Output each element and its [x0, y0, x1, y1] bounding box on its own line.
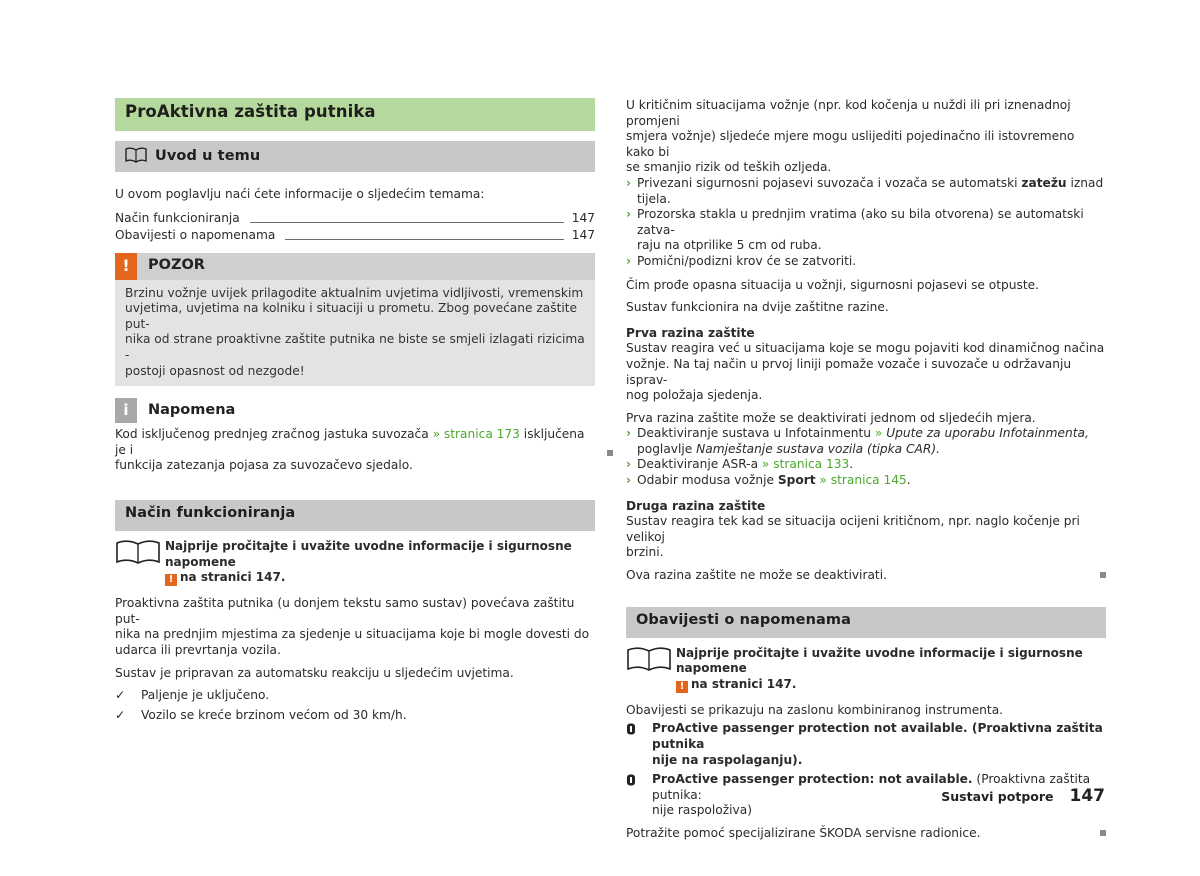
read-first-note [115, 539, 595, 586]
warning-line: Brzinu vožnje uvijek prilagodite aktualnim uvjetima vidljivosti, vremenskim [125, 285, 584, 300]
second-level-heading: Druga razina zaštite [626, 498, 766, 513]
note-text: Kod isključenog prednjeg zračnog jastuka suvozača » stranica 173 isključena je i funkcija zatezanja pojasa za suvozačevo sjedalo. [115, 427, 595, 474]
warning-line: nika od strane proaktivne zaštite putnika ne biste se smjeli izlagati rizicima - [125, 332, 585, 362]
open-book-icon [115, 539, 161, 586]
toc [115, 210, 595, 244]
check-item: ✓ Paljenje je uključeno. [115, 688, 270, 703]
bullet-item: › Prozorska stakla u prednjim vratima (ako su bila otvorena) se automatski zatva- raju na otprilike 5 cm od ruba. [626, 207, 1084, 253]
read-first-note [626, 646, 1106, 693]
nacin-paragraph-2: Sustav je pripravan za automatsku reakciju u sljedećim uvjetima. [115, 665, 514, 680]
note-label: Napomena [148, 401, 236, 418]
second-level-note: Ova razina zaštite ne može se deaktivirati. [626, 568, 1106, 584]
read-first-text: Najprije pročitajte i uvažite uvodne informacije i sigurnosne napomene [165, 538, 572, 569]
arrow-bullet-icon: › [626, 473, 632, 488]
second-level-text: Sustav reagira tek kad se situacija ocijeni kritičnom, npr. naglo kočenje pri velikoj brzini. [626, 514, 1080, 560]
bullet-item: › Privezani sigurnosni pojasevi suvozača i vozača se automatski zatežu iznad tijela. [626, 175, 1104, 206]
page-link[interactable]: » stranica 173 [432, 427, 520, 442]
warning-line: uvjetima, uvjetima na kolniku i situaciji u prometu. Zbog povećane zaštite put- [125, 301, 578, 331]
section-title: ProAktivna zaštita putnika [115, 98, 595, 131]
warning-small-icon: ! [165, 574, 177, 586]
end-marker-icon [1100, 830, 1106, 836]
indicator-item: ProActive passenger protection: not available. (Proaktivna zaštita putnika: nije raspoloživa) [626, 772, 1106, 819]
bullet-item: › Deaktiviranje sustava u Infotainmentu » Upute za uporabu Infotainmenta, poglavlje Namještanje sustava vozila (tipka CAR). [626, 426, 1089, 456]
open-book-icon [626, 646, 672, 693]
intro-heading [115, 141, 595, 172]
checkmark-icon: ✓ [115, 688, 126, 703]
warning-label: POZOR [148, 257, 205, 274]
first-level-text: Sustav reagira već u situacijama koje se mogu pojaviti kod dinamičnog načina vožnje. Na taj način u prvoj liniji pomaže vozače i suvozače u održavanju isprav- nog položaja sjedenja. [626, 341, 1105, 403]
obavijesti-heading: Obavijesti o napomenama [626, 607, 1106, 638]
warning-box [115, 253, 595, 387]
warning-line: postoji opasnost od nezgode! [125, 363, 305, 378]
deactivate-text: Prva razina zaštite može se deaktivirati jednom od sljedećih mjera. [626, 410, 1036, 425]
end-marker-icon [607, 450, 613, 456]
toc-item[interactable] [115, 227, 595, 244]
left-column [115, 98, 595, 727]
arrow-bullet-icon: › [626, 175, 632, 190]
arrow-bullet-icon: › [626, 207, 632, 222]
toc-leader [285, 239, 563, 240]
checkmark-icon: ✓ [115, 707, 126, 722]
read-first-link[interactable]: na stranici 147. [691, 676, 797, 691]
bullet-item: › Pomični/podizni krov će se zatvoriti. [626, 253, 857, 268]
page-link[interactable]: » stranica 133 [761, 457, 850, 472]
warning-icon: ! [115, 253, 137, 280]
arrow-bullet-icon: › [626, 426, 632, 441]
warning-small-icon: ! [676, 681, 688, 693]
page-footer [941, 786, 1105, 806]
bullet-item: › Deaktiviranje ASR-a » stranica 133. [626, 457, 854, 472]
info-icon: i [115, 398, 137, 423]
arrow-bullet-icon: › [626, 253, 632, 268]
final-note: Potražite pomoć specijalizirane ŠKODA servisne radionice. [626, 826, 1106, 842]
nacin-heading: Način funkcioniranja [115, 500, 595, 531]
read-first-link[interactable]: na stranici 147. [180, 570, 286, 585]
warning-header [115, 253, 595, 280]
warning-text [115, 280, 595, 387]
toc-leader [250, 222, 564, 223]
intro-text: U ovom poglavlju naći ćete informacije o sljedećim temama: [115, 187, 485, 201]
nacin-paragraph: Proaktivna zaštita putnika (u donjem tekstu samo sustav) povećava zaštitu put- nika na prednjim mjestima za sjedenje u situacijama koje bi mogle dovesti do udarca ili prevrtanja vozila. [115, 596, 590, 657]
arrow-bullet-icon: › [626, 457, 632, 472]
critical-paragraph: U kritičnim situacijama vožnje (npr. kod kočenja u nuždi ili pri iznenadnoj promjeni smjera vožnje) sljedeće mjere mogu uslijediti pojedinačno ili istovremeno kako bi se smanjio rizik od teških ozljeda. [626, 98, 1075, 175]
toc-label: Način funkcioniranja [115, 211, 240, 225]
footer-section: Sustavi potpore [941, 789, 1054, 804]
right-column [626, 98, 1106, 849]
indicator-icon [626, 772, 652, 819]
toc-item[interactable] [115, 210, 595, 227]
levels-text: Sustav funkcionira na dvije zaštitne razine. [626, 300, 889, 315]
indicator-icon [626, 721, 652, 768]
page-number: 147 [1069, 786, 1105, 806]
toc-label: Obavijesti o napomenama [115, 228, 276, 242]
page-link[interactable]: » stranica 145 [815, 473, 907, 488]
note-header [115, 398, 595, 423]
toc-page: 147 [571, 211, 595, 225]
end-marker-icon [1100, 572, 1106, 578]
first-level-heading: Prva razina zaštite [626, 325, 755, 340]
release-text: Čim prođe opasna situacija u vožnji, sigurnosni pojasevi se otpuste. [626, 277, 1039, 292]
bullet-item: › Odabir modusa vožnje Sport » stranica 145. [626, 473, 911, 488]
obav-intro: Obavijesti se prikazuju na zaslonu kombiniranog instrumenta. [626, 702, 1004, 717]
read-first-text: Najprije pročitajte i uvažite uvodne informacije i sigurnosne napomene [676, 645, 1083, 676]
page-link[interactable]: » [874, 426, 883, 441]
toc-page: 147 [571, 228, 595, 242]
indicator-item: ProActive passenger protection not available. (Proaktivna zaštita putnika nije na raspolaganju). [626, 721, 1106, 768]
book-icon [125, 147, 147, 168]
intro-heading-label: Uvod u temu [155, 148, 261, 164]
check-item: ✓ Vozilo se kreće brzinom većom od 30 km/h. [115, 707, 407, 722]
